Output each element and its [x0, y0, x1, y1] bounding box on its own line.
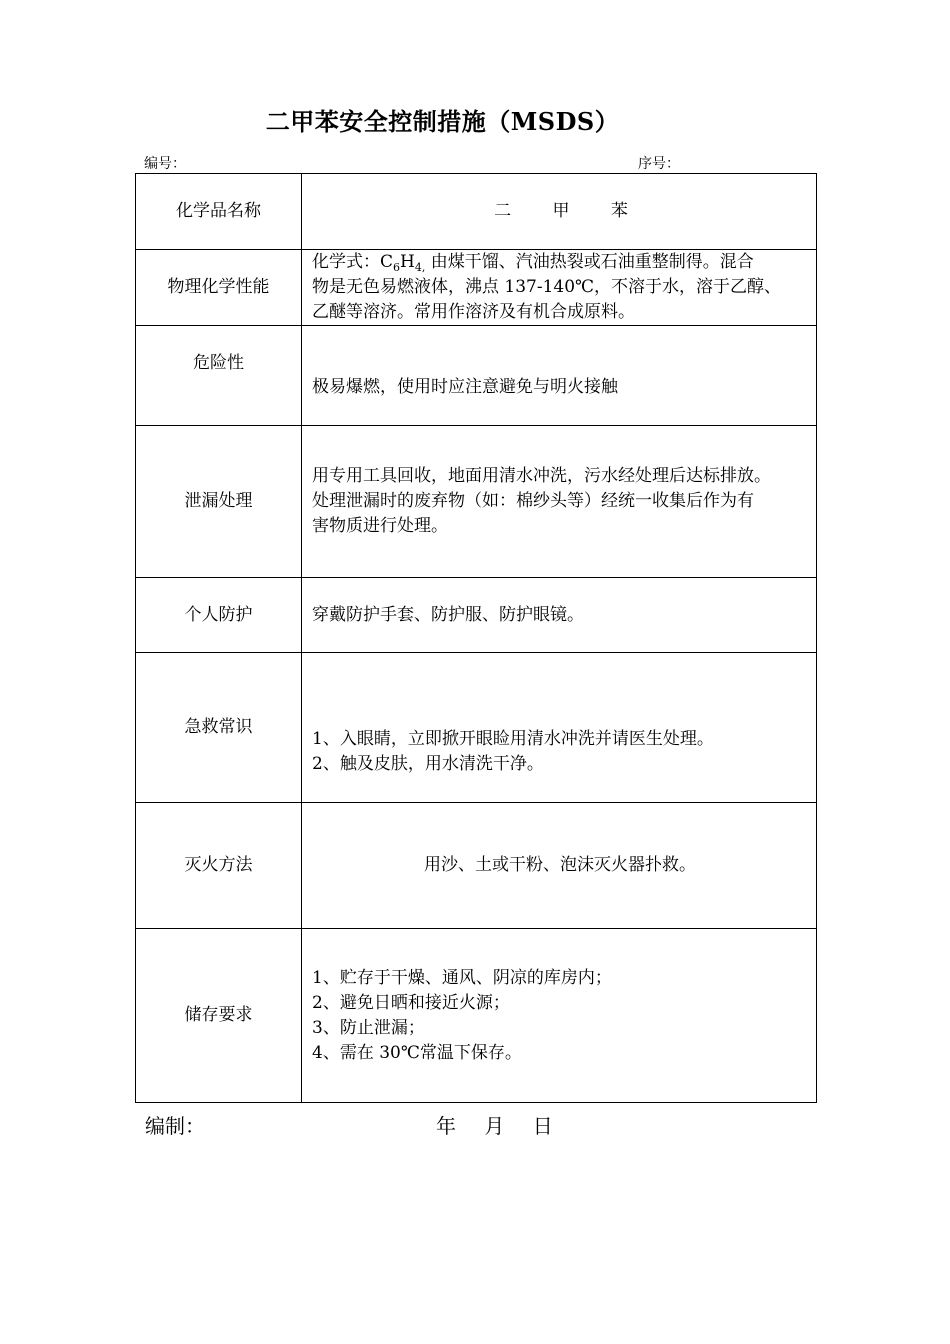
first-aid-line: 1、入眼睛，立即掀开眼睑用清水冲洗并请医生处理。 — [312, 728, 714, 749]
properties-line2: 物是无色易燃液体，沸点 137-140℃，不溶于水，溶于乙醇、 — [312, 277, 782, 297]
properties-line3: 乙醚等溶济。常用作溶济及有机合成原料。 — [312, 302, 635, 322]
leak-line: 处理泄漏时的废弃物（如：棉纱头等）经统一收集后作为有 — [312, 491, 754, 511]
row-label-properties: 物理化学性能 — [136, 250, 302, 326]
properties-value — [302, 250, 817, 326]
row-label-fire: 灭火方法 — [136, 803, 302, 929]
row-label-hazard: 危险性 — [193, 353, 244, 373]
leak-value — [302, 426, 817, 578]
formula-prefix: 化学式：C — [312, 252, 394, 272]
row-label-storage: 储存要求 — [136, 929, 302, 1103]
month-label: 月 — [484, 1114, 505, 1138]
storage-line: 1、贮存于干燥、通风、阴凉的库房内； — [312, 967, 612, 988]
formula-sub-1: 6 — [393, 261, 401, 274]
hazard-value: 极易爆燃，使用时应注意避免与明火接触 — [312, 377, 618, 397]
sequence-number-label: 序号： — [638, 156, 680, 172]
table-row — [136, 174, 817, 250]
table-row — [136, 929, 817, 1103]
table-row — [136, 250, 817, 326]
date-field — [436, 1110, 575, 1139]
table-row — [136, 803, 817, 929]
table-row — [136, 578, 817, 653]
storage-line: 4、需在 30℃常温下保存。 — [312, 1042, 522, 1063]
storage-value — [302, 929, 817, 1103]
row-label-protection: 个人防护 — [136, 578, 302, 653]
storage-line: 3、防止泄漏； — [312, 1017, 425, 1038]
leak-line: 用专用工具回收，地面用清水冲洗，污水经处理后达标排放。 — [312, 466, 771, 486]
first-aid-value — [302, 653, 817, 803]
prepared-by-label: 编制： — [145, 1114, 205, 1138]
row-label-leak: 泄漏处理 — [136, 426, 302, 578]
msds-table — [135, 173, 817, 1103]
properties-line1: 由煤干馏、汽油热裂或石油重整制得。混合 — [425, 252, 754, 272]
first-aid-line: 2、触及皮肤，用水清洗干净。 — [312, 753, 544, 774]
table-row — [136, 326, 817, 426]
table-row — [136, 426, 817, 578]
year-label: 年 — [436, 1114, 456, 1138]
formula-sub-2: 4, — [414, 261, 426, 274]
table-row — [136, 653, 817, 803]
protection-value: 穿戴防护手套、防护服、防护眼镜。 — [302, 578, 817, 653]
row-label-first-aid: 急救常识 — [136, 653, 302, 803]
row-label-name: 化学品名称 — [136, 174, 302, 250]
serial-number-label: 编号： — [144, 156, 186, 172]
storage-line: 2、避免日晒和接近火源； — [312, 992, 510, 1013]
leak-line: 害物质进行处理。 — [312, 516, 448, 536]
fire-value: 用沙、土或干粉、泡沫灭火器扑救。 — [302, 803, 817, 929]
day-label: 日 — [532, 1114, 553, 1138]
chemical-name-value: 二 甲 苯 — [494, 201, 646, 221]
page-title: 二甲苯安全控制措施（MSDS） — [265, 107, 620, 136]
formula-mid: H — [400, 252, 415, 272]
